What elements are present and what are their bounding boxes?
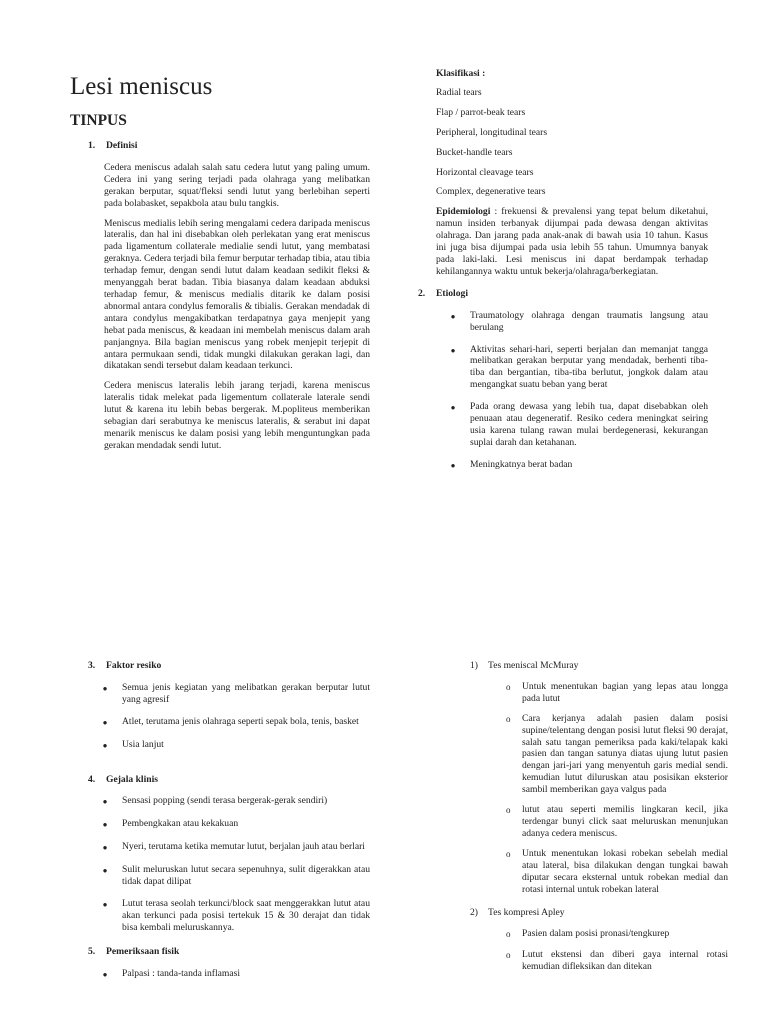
etiologi-list (418, 310, 708, 472)
tes-apley-heading (470, 907, 728, 919)
list-item: ● Aktivitas sehari-hari, seperti berjalan dan memanjat tangga melibatkan gerakan berputar yang mendadak, berhenti tiba-tiba dan bergantian, tiba-tiba berlutut, jongkok dalam atau mengangkat suatu beban yang berat (436, 344, 708, 392)
page1-right-column (418, 68, 708, 484)
gejala-list (88, 795, 370, 933)
bullet-icon: ● (102, 866, 108, 876)
list-item: ● Nyeri, terutama ketika memutar lutut, berjalan jauh atau berlari (88, 841, 370, 854)
list-item: ● Pada orang dewasa yang lebih tua, dapat disebabkan oleh penuaan atau degeneratif. Resiko cedera meningkat seiring usia karena tulang rawan mulai berdegenerasi, kekurangan suplai darah dan ketahanan. (436, 401, 708, 449)
bullet-icon: ● (102, 820, 108, 830)
section-heading-text: Definisi (106, 140, 138, 151)
item-number: 1) (470, 660, 478, 671)
klasifikasi-item: Bucket-handle tears (436, 146, 513, 158)
bullet-icon: ● (450, 403, 456, 413)
bullet-icon: ● (102, 843, 108, 853)
document-page-2 (0, 648, 768, 1024)
bullet-icon: ● (102, 797, 108, 807)
bullet-icon: ● (102, 683, 108, 693)
list-item: ● Atlet, terutama jenis olahraga seperti sepak bola, tenis, basket (88, 716, 370, 729)
item-heading-text: Tes kompresi Apley (488, 907, 565, 919)
tes-mcmuray-heading (470, 660, 728, 672)
page2-left-column (88, 660, 370, 993)
circle-bullet-icon: o (506, 681, 511, 692)
list-item: o Untuk menentukan lokasi robekan sebelah medial atau lateral, bisa dilakukan dengan tungkai bawah diputar secara eksternal untuk robekan medial dan rotasi internal untuk robekan lateral (506, 847, 728, 895)
item-number: 2) (470, 907, 478, 919)
page1-left-column (70, 72, 370, 460)
section-number: 1. (88, 140, 96, 151)
epidemiologi-paragraph (436, 206, 708, 277)
page-title: Lesi meniscus (70, 73, 213, 100)
circle-bullet-icon: o (506, 950, 511, 961)
list-item: o Lutut ekstensi dan diberi gaya internal rotasi kemudian difleksikan dan ditekan (506, 949, 728, 973)
bullet-icon: ● (450, 345, 456, 355)
list-item: o Pasien dalam posisi pronasi/tengkurep (506, 928, 670, 940)
circle-bullet-icon: o (506, 929, 511, 940)
section-definisi-heading (70, 140, 370, 152)
section-pemeriksaan-heading (88, 946, 370, 958)
list-item: o Untuk menentukan bagian yang lepas atau longga pada lutut (506, 680, 728, 704)
list-item: o lutut atau seperti memilis lingkaran kecil, jika terdengar bunyi click saat meluruskan menunjukan adanya cedera meniscus. (506, 804, 728, 839)
section-number: 4. (88, 773, 96, 785)
klasifikasi-item: Horizontal cleavage tears (436, 166, 534, 178)
section-faktor-heading (88, 660, 370, 672)
section-heading-text: Etiologi (436, 287, 468, 299)
bullet-icon: ● (102, 969, 108, 979)
pemeriksaan-list (88, 968, 370, 981)
item-heading-text: Tes meniscal McMuray (488, 660, 579, 671)
bullet-icon: ● (102, 899, 108, 909)
list-item: ● Palpasi : tanda-tanda inflamasi (88, 968, 370, 981)
page2-right-column (470, 660, 728, 985)
klasifikasi-item: Flap / parrot-beak tears (436, 106, 526, 118)
list-item: ● Lutut terasa seolah terkunci/block saat menggerakkan lutut atau akan terkunci pada posisi tertekuk 15 & 30 derajat dan tidak bisa kembali meluruskannya. (88, 898, 370, 934)
list-item: ● Usia lanjut (88, 739, 370, 752)
circle-bullet-icon: o (506, 848, 511, 859)
bullet-icon: ● (450, 311, 456, 321)
list-item: ● Sensasi popping (sendi terasa bergerak-gerak sendiri) (88, 795, 370, 808)
circle-bullet-icon: o (506, 805, 511, 816)
bullet-icon: ● (102, 740, 108, 750)
list-item: ● Traumatology olahraga dengan traumatis langsung atau berulang (436, 310, 708, 334)
tes-mcmuray-list (470, 681, 728, 896)
definisi-paragraph: Meniscus medialis lebih sering mengalami cedera daripada meniscus lateralis, dan hal ini disebabkan oleh perlekatan yang erat meniscus pada ligamentum collaterale medialie sendi lutut, yang membatasi geraknya. Cedera terjadi bila femur berputar terhadap tibia, atau tibia terhadap femur, dengan sendi lutut dalam keadaan sedikit fleksi & menyanggah berat badan. Tibia biasanya dalam keadaan abduksi terhadap femur, & meniscus medialis ditarik ke dalam posisi abnormal antara condylus femoralis & tibialis. Gerakan mendadak di antara condylus mengakibatkan terdapatnya gaya menjepit yang hebat pada meniscus, & keadaan ini membelah meniscus dalam arah panjangnya. Bila bagian meniscus yang robek menjepit terjepit di antara permukaan sendi, tidak mungki dilakukan gerakan lagi, dan dikatakan sendi tersebut dalam keadaan terkunci. (104, 217, 370, 372)
section-heading-text: Faktor resiko (106, 660, 162, 671)
bullet-icon: ● (450, 460, 456, 470)
page-subtitle: TINPUS (70, 112, 127, 129)
bullet-icon: ● (102, 717, 108, 727)
section-heading-text: Pemeriksaan fisik (106, 945, 180, 957)
klasifikasi-item: Complex, degenerative tears (436, 186, 546, 198)
klasifikasi-item: Radial tears (436, 86, 482, 98)
definisi-paragraph: Cedera meniscus adalah salah satu cedera lutut yang paling umum. Cedera ini yang sering terjadi pada olahraga yang melibatkan gerakan berputar, squat/fleksi sendi lutut yang berlebihan seperti pada bolabasket, sepakbola atau bulu tangkis. (104, 161, 370, 209)
tes-apley-list (470, 928, 728, 973)
klasifikasi-heading: Klasifikasi : (436, 68, 486, 79)
definisi-paragraph: Cedera meniscus lateralis lebih jarang terjadi, karena meniscus lateralis tidak melekat pada ligementum collaterale laterale sendi lutut & karena itu lebih bebas bergerak. M.popliteus memberikan sebagian dari serabutnya ke meniscus lateralis, & serabut ini dapat menarik meniscus ke dalam posisi yang lebih menguntungkan pada gerakan mendadak sendi lutut. (104, 380, 370, 451)
list-item: ● Pembengkakan atau kekakuan (88, 818, 370, 831)
circle-bullet-icon: o (506, 713, 511, 724)
epidemiologi-text: : frekuensi & prevalensi yang tepat belum diketahui, namun insiden terbanyak dijumpai pada dewasa dengan aktivitas olahraga. Dan jarang pada anak-anak di bawah usia 10 tahun. Kasus ini juga bisa dijumpai pada usia lebih 55 tahun. Umumnya banyak pada laki-laki. Lesi meniscus ini dapat berdampak terhadap kehilangannya waktu untuk bekerja/olahraga/berkegiatan. (436, 206, 708, 277)
section-number: 2. (418, 287, 426, 299)
faktor-list (88, 682, 370, 752)
epidemiologi-label: Epidemiologi (436, 206, 491, 218)
list-item: ● Sulit meluruskan lutut secara sepenuhnya, sulit digerakkan atau tidak dapat dilipat (88, 864, 370, 888)
section-number: 3. (88, 660, 96, 671)
list-item: ● Meningkatnya berat badan (436, 459, 708, 472)
section-gejala-heading (88, 774, 370, 786)
section-heading-text: Gejala klinis (106, 773, 158, 785)
list-item: o Cara kerjanya adalah pasien dalam posisi supine/telentang dengan posisi lutut fleksi 90 derajat, salah satu tangan pemeriksa pada kaki/telapak kaki pasien dan tangan satunya diatas ujung lutut pasien dengan jari-jari yang menyentuh garis medial sendi. kemudian lutut diluruskan atau posisikan eksterior sambil memberikan gaya valgus pada (506, 712, 728, 796)
list-item: ● Semua jenis kegiatan yang melibatkan gerakan berputar lutut yang agresif (88, 682, 370, 706)
klasifikasi-item: Peripheral, longitudinal tears (436, 126, 548, 138)
section-etiologi-heading (418, 288, 708, 300)
section-number: 5. (88, 945, 96, 957)
